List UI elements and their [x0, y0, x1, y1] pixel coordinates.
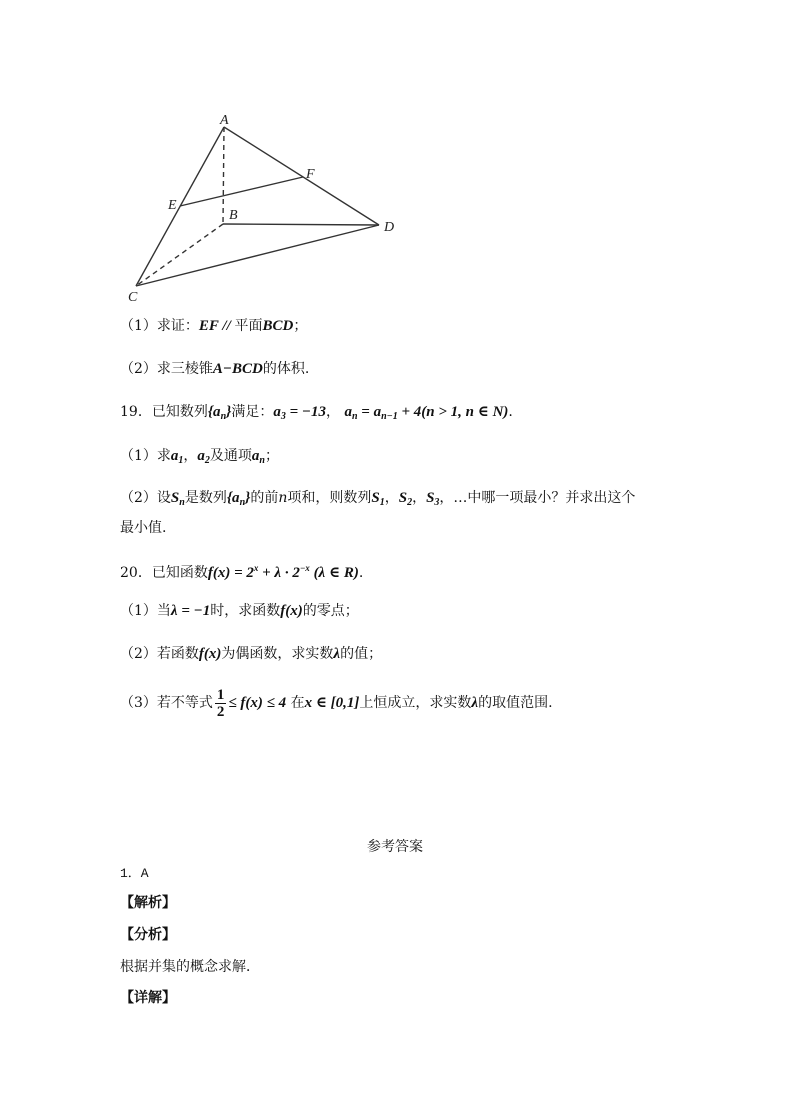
label-D: D	[384, 220, 395, 235]
section-xiangjie: 【详解】	[120, 990, 176, 1006]
edge-AC	[136, 127, 224, 286]
q20-stem: 20．已知函数$f(x) = 2^x + \lambda \cdot 2^{-x}$ (λ ∈ R).	[120, 563, 364, 581]
edge-AB-hidden	[223, 127, 224, 224]
label-E: E	[168, 198, 177, 213]
segment-EF	[180, 177, 303, 206]
edge-BD	[223, 224, 379, 225]
q19-stem: 19．已知数列$\{a_n\}$满足：$a_3 = -13$， $a_n = a_{n-1} + 4(n > 1$, n ∈ N).	[120, 404, 513, 422]
section-jiexi: 【解析】	[120, 895, 176, 911]
q19-part1: （1）求$a_1$，$a_2$及通项$a_n$；	[120, 448, 279, 466]
analysis-text: 根据并集的概念求解．	[120, 959, 260, 975]
answer-item-1: 1．A	[120, 866, 149, 881]
q18-part1: （1）求证：EF // 平面BCD；	[120, 318, 308, 334]
label-B: B	[229, 208, 238, 223]
edge-CD	[136, 225, 379, 286]
label-A: A	[220, 113, 229, 128]
q19-part2-line2: 最小值.	[120, 520, 167, 536]
q20-part1: （1）当λ = −1时，求函数f(x)的零点；	[120, 603, 359, 619]
fraction-one-half: $\frac{1}{2}$	[216, 686, 225, 720]
tetrahedron-figure	[120, 105, 420, 305]
q18-part2: （2）求三棱锥A−BCD的体积.	[120, 361, 310, 377]
label-F: F	[306, 167, 315, 182]
edge-AD	[224, 127, 379, 225]
label-C: C	[128, 290, 138, 305]
q20-part2: （2）若函数f(x)为偶函数，求实数λ的值；	[120, 646, 383, 662]
section-fenxi: 【分析】	[120, 927, 176, 943]
edge-BC-hidden	[136, 224, 223, 286]
q19-part2: （2）设$S_n$是数列$\{a_n\}$的前n项和，则数列$S_1$，$S_2$，$S_3$，…中哪一项最小？并求出这个	[120, 490, 636, 508]
q20-part3: （3）若不等式 $\frac{1}{2}$ ≤ f(x) ≤ 4 在x ∈ [0,1]上恒成立，求实数λ的取值范围.	[120, 686, 553, 720]
answers-heading: 参考答案	[367, 839, 423, 855]
